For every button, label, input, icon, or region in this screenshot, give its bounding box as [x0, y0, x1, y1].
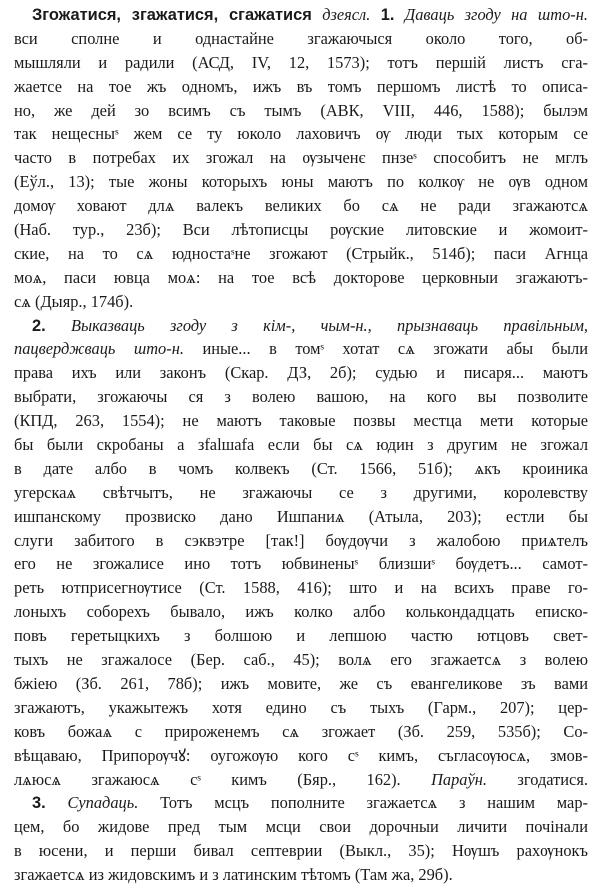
- entry-line: згажаютъ, укажытежъ хотя едино съ тыхъ (Гарм., 207); цер-: [14, 697, 588, 717]
- entry-line: лоныхъ соборехъ бывало, ижъ колко албо колькондадцать еписко-: [14, 602, 588, 622]
- sense-definition-cont: пацверджваць што-н.: [14, 339, 184, 359]
- quotation: иные... в томˢ хотат сѧ згожати абы были: [202, 339, 588, 359]
- entry-line: бы были скробаны а зfalшаfа если бы сѧ юдин з другим не згожал: [14, 435, 588, 455]
- entry-line: (КПД, 263, 1554); не маютъ таковые позвы местца мети которые: [14, 411, 588, 431]
- entry-line: в дате албо в чомъ колвекъ (Ст. 1566, 51б); ѧкъ кроиника: [14, 458, 588, 478]
- entry-line: ские, на то сѧ юдностаˢне згожают (Стрыйк., 514б); паси Агнца: [14, 243, 588, 263]
- entry-line: в юсени, и перши бивал септеврии (Выкл., 35); Нѹшъ рахѹнокъ: [14, 841, 588, 861]
- part-of-speech: дзеясл.: [322, 5, 371, 24]
- entry-line: жаетсе на тое жъ одномъ, ижъ въ томъ першомъ листѣ то описа-: [14, 76, 588, 96]
- entry-line: мышляли и радили (АСД, IV, 12, 1573); тотъ першій листъ сга-: [14, 52, 588, 72]
- entry-line: тыхъ не згажалосе (Бер. саб., 45); волѧ его згажаетсѧ з волею: [14, 650, 588, 670]
- see-also-rest: датися.: [537, 769, 588, 789]
- entry-line: его не згожалисе ино тотъ юбвиненыˢ близшиˢ бѹдетъ... самот-: [14, 554, 588, 574]
- entry-line: выбрати, згожаючы ся з волею вашою, на кого вы позволите: [14, 387, 588, 407]
- entry-line: вси сполне и однастайне згажаючыся около того, об-: [14, 28, 588, 48]
- entry-line: згажаетсѧ из жидовскимъ и з латинским тѣтомъ (Там жа, 29б).: [14, 865, 453, 885]
- entry-line: (Еўл., 13); тые жоны которыхъ юны маютъ по колкѹ не ѹв одном: [14, 172, 588, 192]
- entry-line: [14, 3, 588, 27]
- entry-line: (Наб. тур., 23б); Вси лѣтописцы рѹские литовские и жомоит-: [14, 220, 588, 240]
- entry-line: [14, 337, 588, 361]
- quotation: лѧюсѧ згажаюсѧ сˢ кимъ (Бяр., 162).: [14, 769, 401, 789]
- sense-number: 2.: [32, 316, 46, 335]
- entry-line: [14, 314, 588, 338]
- see-also-label: Параўн.: [431, 769, 487, 789]
- entry-line: так нещесныˢ жем се ту юколо лаховичъ ѹ люди тых которым се: [14, 124, 588, 144]
- sense-number: 1.: [380, 6, 395, 24]
- entry-line: сѧ (Дыяр., 174б).: [14, 291, 134, 311]
- entry-line: часто в потребах их згожал на ѹзыченє пнзеˢ способитъ не мглъ: [14, 148, 588, 168]
- entry-line: [14, 791, 588, 815]
- entry-line: домѹ ховают длѧ валекъ великих бо сѧ не ради згажаютсѧ: [14, 196, 588, 216]
- sense-number: 3.: [32, 794, 46, 813]
- entry-line: ковъ божаѧ с прироженемъ сѧ згожает (Зб. 259, 535б); Со-: [14, 721, 588, 741]
- sense-definition: Выказваць згоду з кім-, чым-н., прызнаваць правільным,: [70, 315, 588, 335]
- entry-line: слуги забитого в сэквэтре [так!] бѹдѹчи з жалобою приѧтелъ: [14, 530, 588, 550]
- entry-line: повъ геретыцкихъ з болшою и лепшою частю ютцовъ свет-: [14, 626, 588, 646]
- entry-line: угерскаѧ свѣтчытъ, не згажаючы се з другими, королевству: [14, 482, 588, 502]
- entry-line: реть ютприсегнѹтисе (Ст. 1588, 416); што и на всихъ праве го-: [14, 578, 588, 598]
- entry-line: [14, 768, 588, 792]
- sense-definition: Даваць згоду на што-н.: [404, 5, 588, 24]
- entry-line: ишпанскому прозвиско дано Ишпаниѧ (Атыла, 203); естли бы: [14, 506, 588, 526]
- entry-line: вѣщаваю, Припорѹчꙋ: оугожѹю кого сˢ кимъ, съгласѹюсѧ, змов-: [14, 745, 588, 765]
- see-also-word: зго: [517, 769, 538, 789]
- sense-definition: Супадаць.: [67, 793, 139, 813]
- entry-line: бжіею (Зб. 261, 78б); ижъ мовите, же съ евангеликове зъ вами: [14, 673, 588, 693]
- quotation: Тотъ мсцъ пополните згажаетсѧ з нашим мар-: [160, 793, 588, 813]
- entry-line: права ихъ или законъ (Скар. ДЗ, 2б); судью и писаря... маютъ: [14, 363, 588, 383]
- entry-line: цем, бо жидове пред тым мсци свои дорочныи личити почінали: [14, 817, 588, 837]
- headword: Згожатися, згажатися, сгажатися: [32, 6, 312, 24]
- dictionary-page: [14, 3, 588, 887]
- entry-line: моѧ, паси ювца моѧ: на тое всѣ докторове церковныи згажаютъ-: [14, 267, 588, 287]
- entry-line: но, же дей зо всимъ съ тымъ (АВК, VIII, 446, 1588); былэм: [14, 100, 588, 120]
